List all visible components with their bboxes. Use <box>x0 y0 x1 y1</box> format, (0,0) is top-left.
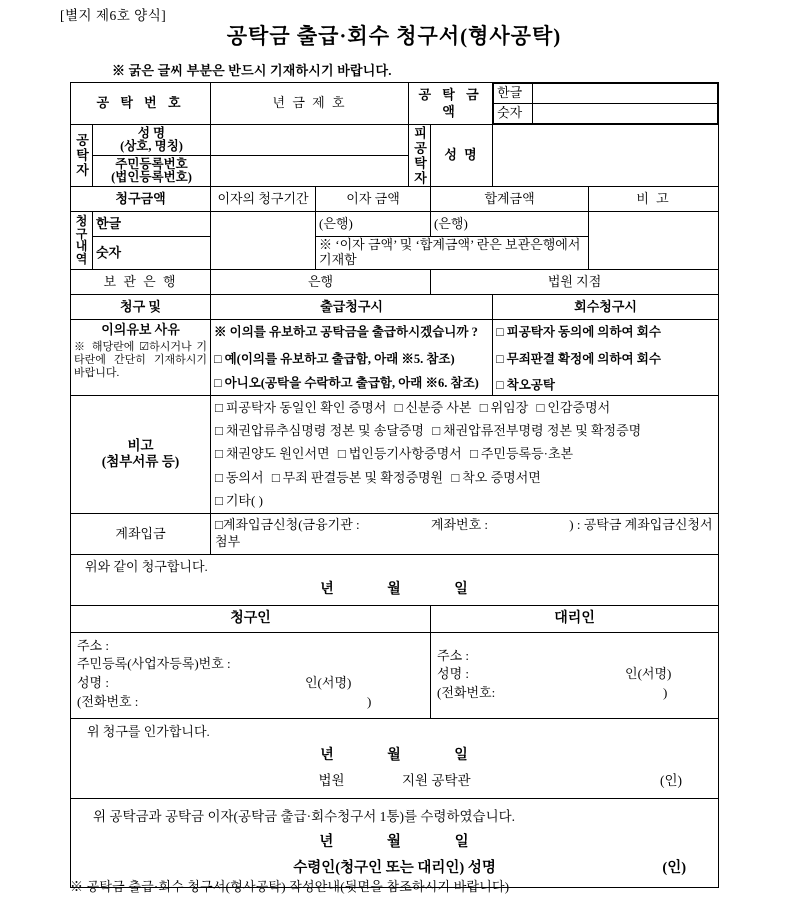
deposit-amount-cell <box>493 83 719 125</box>
checkbox-icon[interactable]: □ <box>496 351 504 366</box>
depositee-side-label: 피공탁자 <box>409 125 431 187</box>
receipt-date-day[interactable]: 일 <box>454 834 470 851</box>
claimant-phone-close: ) <box>367 694 372 710</box>
receipt-date <box>77 833 712 851</box>
receipt-seal: (인) <box>662 859 687 876</box>
depositor-side-label: 공탁자 <box>71 125 93 187</box>
objection-side-note: ※ 해당란에 ☑하시거나 기타란에 간단히 기재하시기 바랍니다. <box>74 341 208 380</box>
custody-branch-value[interactable] <box>431 269 719 294</box>
checkbox-icon[interactable]: □ <box>215 423 223 438</box>
attachment-item: 동의서 <box>225 469 264 485</box>
attachment-item: 위임장 <box>490 399 529 415</box>
claimant-address-row[interactable] <box>77 637 424 656</box>
custody-bank-word: 은행 <box>307 273 334 289</box>
attachment-item: 인감증명서 <box>547 399 611 415</box>
amount-number-label: 숫자 <box>494 104 533 124</box>
claim-amount-hangul-label[interactable]: 한글 <box>93 212 211 237</box>
claimant-address-label: 주소 : <box>77 637 109 653</box>
objection-side-title-top: 청구 및 <box>71 294 211 319</box>
depositee-name-value[interactable] <box>493 125 719 187</box>
attachment-item: 피공탁자 동일인 확인 증명서 <box>225 399 387 415</box>
attachment-item: 법인등기사항증명서 <box>348 446 462 462</box>
amount-number-value[interactable] <box>533 104 718 124</box>
deposit-number-label: 공 탁 번 호 <box>71 83 211 125</box>
claim-statement-cell <box>71 554 719 605</box>
agent-seal-label: 인(서명) <box>625 666 672 682</box>
total-amount-bank-mark: (은행) <box>431 212 589 237</box>
attachment-item: 착오 증명서면 <box>462 469 541 485</box>
remarks-header: 비 고 <box>589 187 719 212</box>
checkbox-icon[interactable]: □ <box>215 446 223 462</box>
attachment-row-5 <box>215 493 716 509</box>
total-amount-header: 합계금액 <box>431 187 589 212</box>
attachment-item: 채권압류전부명령 정본 및 확정증명 <box>443 423 642 438</box>
attachments-cell <box>211 395 719 513</box>
depositor-id-label-line2: (법인등록번호) <box>111 170 192 184</box>
claim-side-label-line2: 내역 <box>75 239 88 267</box>
interest-amount-bank-mark: (은행) <box>316 212 431 237</box>
attachment-item-other[interactable]: 기타( ) <box>225 492 263 508</box>
withdrawal-options-cell <box>211 319 493 395</box>
checkbox-icon[interactable]: □ <box>479 399 488 415</box>
custody-bank-value[interactable] <box>211 269 431 294</box>
page-title: 공탁금 출급·회수 청구서(형사공탁) <box>226 24 562 48</box>
account-deposit-text-1: 계좌입금신청(금융기관 : <box>222 517 360 532</box>
checkbox-icon[interactable]: □ <box>496 378 504 393</box>
amount-hangul-value[interactable] <box>533 84 718 104</box>
receipt-date-month[interactable]: 월 <box>387 834 403 851</box>
checkbox-icon[interactable]: □ <box>451 469 460 485</box>
checkbox-icon[interactable]: □ <box>536 399 545 415</box>
claimant-phone-row[interactable] <box>77 693 424 712</box>
approval-court-row <box>77 773 712 790</box>
amount-hangul-label: 한글 <box>494 84 533 104</box>
claim-statement-date <box>77 581 712 599</box>
footer-note: ※ 공탁금 출급·회수 청구서(형사공탁) 작성안내(뒷면을 참조하시기 바랍니다) <box>70 879 510 894</box>
attachment-row-4 <box>215 470 716 486</box>
attachment-row-2 <box>215 423 716 439</box>
withdrawal-header: 출급청구시 <box>211 294 493 319</box>
attachment-row-3 <box>215 446 716 462</box>
checkbox-icon[interactable]: □ <box>215 517 223 532</box>
withdrawal-option-no[interactable] <box>214 376 489 392</box>
claimant-name-row[interactable] <box>77 674 424 693</box>
bold-field-notice: ※ 굵은 글씨 부분은 반드시 기재하시기 바랍니다. <box>112 63 392 78</box>
deposit-claim-form <box>70 82 719 888</box>
claimant-phone-label: (전화번호 : <box>77 694 139 710</box>
depositor-name-value[interactable] <box>211 125 409 156</box>
attachment-item: 무죄 판결등본 및 확정증명원 <box>282 469 444 485</box>
remarks-value[interactable] <box>589 212 719 270</box>
approval-date-year[interactable]: 년 <box>320 748 335 764</box>
agent-address-label: 주소 : <box>437 647 470 663</box>
depositor-id-label-line1: 주민등록번호 <box>115 156 188 171</box>
recovery-option-mistake-label: 착오공탁 <box>506 378 555 393</box>
checkbox-icon[interactable]: □ <box>337 446 346 462</box>
deposit-amount-subtable <box>493 83 718 124</box>
form-number: [별지 제6호 양식] <box>60 8 167 23</box>
depositor-id-label <box>93 156 211 187</box>
claim-date-month[interactable]: 월 <box>387 582 402 598</box>
agent-header: 대리인 <box>431 605 719 632</box>
approval-branch-label[interactable]: 지원 공탁관 <box>401 772 471 788</box>
objection-side-title: 이의유보 사유 <box>101 321 180 337</box>
interest-amount-header: 이자 금액 <box>316 187 431 212</box>
claim-details-side-label <box>71 212 93 270</box>
claimant-id-row[interactable] <box>77 655 424 674</box>
depositor-name-label-line1: 성 명 <box>137 125 166 140</box>
agent-fields <box>431 632 719 718</box>
attachment-row-1 <box>215 400 716 416</box>
deposit-amount-label: 공 탁 금 액 <box>409 83 493 125</box>
checkbox-icon[interactable]: □ <box>215 399 223 415</box>
receipt-text: 위 공탁금과 공탁금 이자(공탁금 출급·회수청구서 1통)를 수령하였습니다. <box>93 808 516 824</box>
checkbox-icon[interactable]: □ <box>214 351 222 366</box>
claim-statement-text: 위와 같이 청구합니다. <box>85 558 208 574</box>
recovery-options-cell <box>493 319 719 395</box>
claimant-seal-label: 인(서명) <box>305 675 352 691</box>
remarks-attachments-label <box>71 395 211 513</box>
interest-period-value[interactable] <box>211 212 316 270</box>
checkbox-icon[interactable]: □ <box>215 469 223 485</box>
checkbox-icon[interactable]: □ <box>394 399 403 415</box>
agent-name-row[interactable] <box>437 665 712 684</box>
account-deposit-cell <box>211 514 719 555</box>
attachment-item: 주민등록등·초본 <box>480 446 574 462</box>
bank-fill-note: ※ ‘이자 금액’ 및 ‘합계금액’ 란은 보관은행에서 기재함 <box>316 237 589 270</box>
checkbox-icon[interactable]: □ <box>469 446 478 462</box>
recovery-option-acquittal[interactable] <box>496 352 715 368</box>
approval-cell <box>71 718 719 798</box>
approval-text: 위 청구를 인가합니다. <box>87 723 210 739</box>
account-deposit-text-3: ) : 공탁금 계좌입금신청서 첨부 <box>215 517 713 549</box>
depositor-name-label-line2: (상호, 명칭) <box>120 139 183 153</box>
account-deposit-text-2: 계좌번호 : <box>430 517 489 532</box>
recovery-header: 회수청구시 <box>493 294 719 319</box>
depositee-name-label: 성 명 <box>431 125 493 187</box>
checkbox-icon[interactable]: □ <box>215 492 223 508</box>
claimant-name-label: 성명 : <box>77 675 109 691</box>
remarks-label-line1: 비고 <box>127 437 154 453</box>
recovery-option-consent[interactable] <box>496 325 715 341</box>
recovery-option-consent-label: 피공탁자 동의에 의하여 회수 <box>506 324 661 339</box>
claimant-header: 청구인 <box>71 605 431 632</box>
claim-amount-number-label[interactable]: 숫자 <box>93 237 211 270</box>
recovery-option-acquittal-label: 무죄판결 확정에 의하여 회수 <box>506 351 661 366</box>
objection-side-cell <box>71 319 211 395</box>
approval-date <box>77 747 712 765</box>
deposit-number-value[interactable]: 년 금 제 호 <box>211 83 409 125</box>
claim-date-day[interactable]: 일 <box>454 582 469 598</box>
attachment-item: 채권압류추심명령 정본 및 송달증명 <box>225 423 424 438</box>
checkbox-icon[interactable]: □ <box>214 376 222 391</box>
agent-phone-label: (전화번호: <box>437 685 496 701</box>
claimant-id-label: 주민등록(사업자등록)번호 : <box>77 656 231 672</box>
withdrawal-question: ※ 이의를 유보하고 공탁금을 출급하시겠습니까 ? <box>214 324 478 339</box>
claim-amount-header: 청구금액 <box>71 187 211 212</box>
agent-phone-close: ) <box>663 685 668 701</box>
custody-branch-word: 법원 지점 <box>547 273 602 289</box>
account-deposit-label: 계좌입금 <box>71 514 211 555</box>
agent-name-label: 성명 : <box>437 666 470 682</box>
claimant-fields <box>71 632 431 718</box>
withdrawal-option-no-label: 아니오(공탁을 수락하고 출급함, 아래 ※6. 참조) <box>224 376 479 391</box>
approval-date-day[interactable]: 일 <box>454 748 469 764</box>
receipt-date-year[interactable]: 년 <box>319 834 335 851</box>
recovery-option-mistake[interactable] <box>496 378 715 394</box>
remarks-label-line2: (첨부서류 등) <box>101 454 180 470</box>
approval-court-label[interactable]: 법원 <box>318 772 345 788</box>
receipt-cell <box>71 798 719 887</box>
claim-date-year[interactable]: 년 <box>320 582 335 598</box>
checkbox-icon[interactable]: □ <box>496 324 504 339</box>
checkbox-icon[interactable]: □ <box>271 469 280 485</box>
depositor-name-label <box>93 125 211 156</box>
attachment-item: 채권양도 원인서면 <box>225 446 330 462</box>
receipt-receiver-label[interactable]: 수령인(청구인 또는 대리인) 성명 <box>293 859 496 876</box>
depositor-id-value[interactable] <box>211 156 409 187</box>
withdrawal-option-yes[interactable] <box>214 352 489 368</box>
custody-bank-label: 보 관 은 행 <box>71 269 211 294</box>
attachment-item: 신분증 사본 <box>405 399 472 415</box>
checkbox-icon[interactable]: □ <box>432 423 441 438</box>
approval-seal: (인) <box>660 772 683 788</box>
claim-side-label-line1: 청구 <box>75 214 88 241</box>
agent-phone-row[interactable] <box>437 684 712 703</box>
receipt-signer-row <box>77 859 712 877</box>
agent-address-row[interactable] <box>437 647 712 666</box>
approval-date-month[interactable]: 월 <box>387 748 402 764</box>
withdrawal-option-yes-label: 예(이의를 유보하고 출급함, 아래 ※5. 참조) <box>224 351 455 366</box>
interest-period-header: 이자의 청구기간 <box>211 187 316 212</box>
